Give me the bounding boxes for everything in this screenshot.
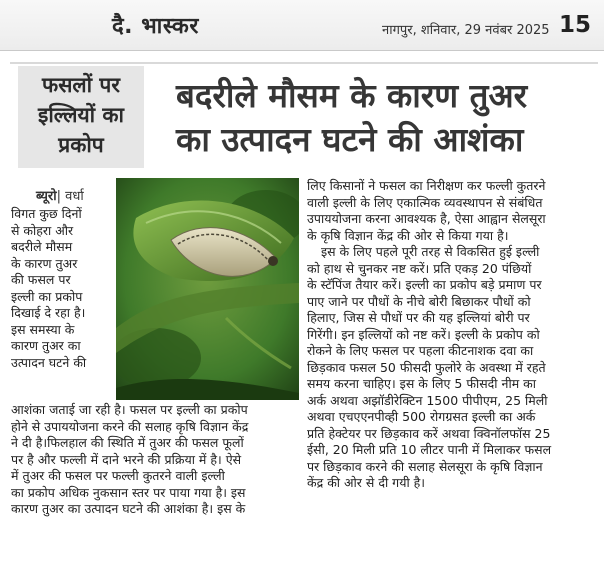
article-line: इल्ली का प्रकोप — [11, 288, 83, 304]
page-number: 15 — [559, 12, 592, 38]
article-line: उत्पादन घटने की — [11, 354, 87, 370]
headline-line: बदरीले मौसम के कारण तुअर — [176, 76, 528, 115]
article-column-left — [11, 206, 111, 371]
article-line: केंद्र की ओर से दी गयी है। — [307, 475, 426, 490]
article-line: उपाययोजना करना आवश्यक है, ऐसा आह्वान सेलसूरा — [307, 211, 546, 226]
article-line: गिरेंगी। इन इल्लियों को नष्ट करें। इल्ली के प्रकोप को — [307, 326, 540, 342]
kicker-line: फसलों पर — [42, 73, 120, 97]
article-line: का प्रकोप अधिक नुकसान स्तर पर पाया गया है। इस — [11, 484, 246, 500]
article-column-bottom — [11, 402, 301, 518]
newspaper-header — [0, 0, 604, 51]
kicker-line: प्रकोप — [58, 133, 104, 157]
article-line: बदरीले मौसम — [11, 239, 73, 254]
caterpillar-on-pod-photo — [116, 178, 299, 400]
article-line: रोकने के लिए फसल पर पहला कीटनाशक दवा का — [307, 343, 534, 358]
byline-source: ब्यूरो — [36, 189, 57, 204]
article-line: से कोहरा और — [11, 222, 74, 238]
article-line: की फसल पर — [11, 272, 71, 287]
article-line: के स्टॅपिंज तैयार करें। इल्ली का प्रकोप बड़े प्रमाण पर — [307, 277, 542, 292]
masthead: दै. भास्कर — [112, 14, 199, 39]
article-line: ने दी है।फिलहाल की स्थिति में तुअर की फसल फूलों — [11, 435, 244, 450]
article-line: पर छिड़काव करने की सलाह सेलसूरा के कृषि विज्ञान — [307, 458, 543, 474]
article-line: को हाथ से चुनकर नष्ट करें। प्रति एकड़ 20 पंछियों — [307, 260, 532, 276]
article-line: के कारण तुअर — [11, 255, 78, 271]
article-line: हिलाए, जिस से पौधों पर की यह इल्लियां बोरी पर — [307, 310, 530, 325]
article-line: अर्क अथवा अझॉडीरेक्टिन 1500 पीपीएम, 25 मिली — [307, 392, 548, 408]
article-line: समय करना चाहिए। इस के लिए 5 फीसदी नीम का — [307, 376, 536, 391]
byline: ब्यूरो| वर्धा — [36, 189, 84, 204]
article-line: के कृषि विज्ञान केंद्र की ओर से किया गया है। — [307, 227, 509, 243]
byline-place: वर्धा — [65, 189, 84, 204]
article-line: अथवा एचएएनपीव्ही 500 रोगग्रसत इल्ली का अर्क — [307, 409, 536, 424]
article-line: दिखाई दे रहा है। — [11, 305, 86, 320]
article-line: वाली इल्ली के लिए एकात्मिक व्यवस्थापन से संबंधित — [307, 194, 543, 210]
article-line: लिए किसानों ने फसल का निरीक्षण कर फल्ली कुतरने — [307, 178, 546, 193]
headline — [176, 74, 596, 162]
article-line: इस के लिए पहले पूरी तरह से विकसित हुई इल्ली — [321, 244, 540, 259]
dateline: नागपुर, शनिवार, 29 नवंबर 2025 — [382, 23, 550, 38]
article-line: आशंका जताई जा रही है। फसल पर इल्ली का प्रकोप — [11, 402, 248, 417]
kicker-line: इल्लियों का — [38, 103, 124, 127]
article-line: इस समस्या के — [11, 321, 75, 337]
article-line: में तुअर की फसल पर फल्ली कुतरने वाली इल्ली — [11, 468, 225, 483]
article-line: पर है और फल्ली में दाने भरने की प्रक्रिया में है। ऐसे — [11, 451, 242, 467]
article-line: विगत कुछ दिनों — [11, 206, 82, 221]
article-line: होने से उपाययोजना करने की सलाह कृषि विज्ञान केंद्र — [11, 418, 249, 434]
article-line: कारण तुअर का उत्पादन घटने की आशंका है। इस के — [11, 501, 246, 516]
article-column-right — [307, 178, 597, 492]
headline-line: का उत्पादन घटने की आशंका — [176, 120, 524, 159]
article-line: प्रति हेक्टेयर पर छिड़काव करें अथवा क्विनॉलफॉस 25 — [307, 425, 551, 441]
divider — [10, 62, 598, 64]
article-line: पाए जाने पर पौधों के नीचे बोरी बिछाकर पौधों को — [307, 293, 531, 309]
kicker-box — [18, 66, 144, 168]
article-line: छिड़काव फसल 50 फीसदी फुलोरे के अवस्था में रहते — [307, 359, 546, 375]
article-line: कारण तुअर का — [11, 338, 81, 353]
article-line: ईसी, 20 मिली प्रति 10 लीटर पानी में मिलाकर फसल — [307, 442, 552, 457]
